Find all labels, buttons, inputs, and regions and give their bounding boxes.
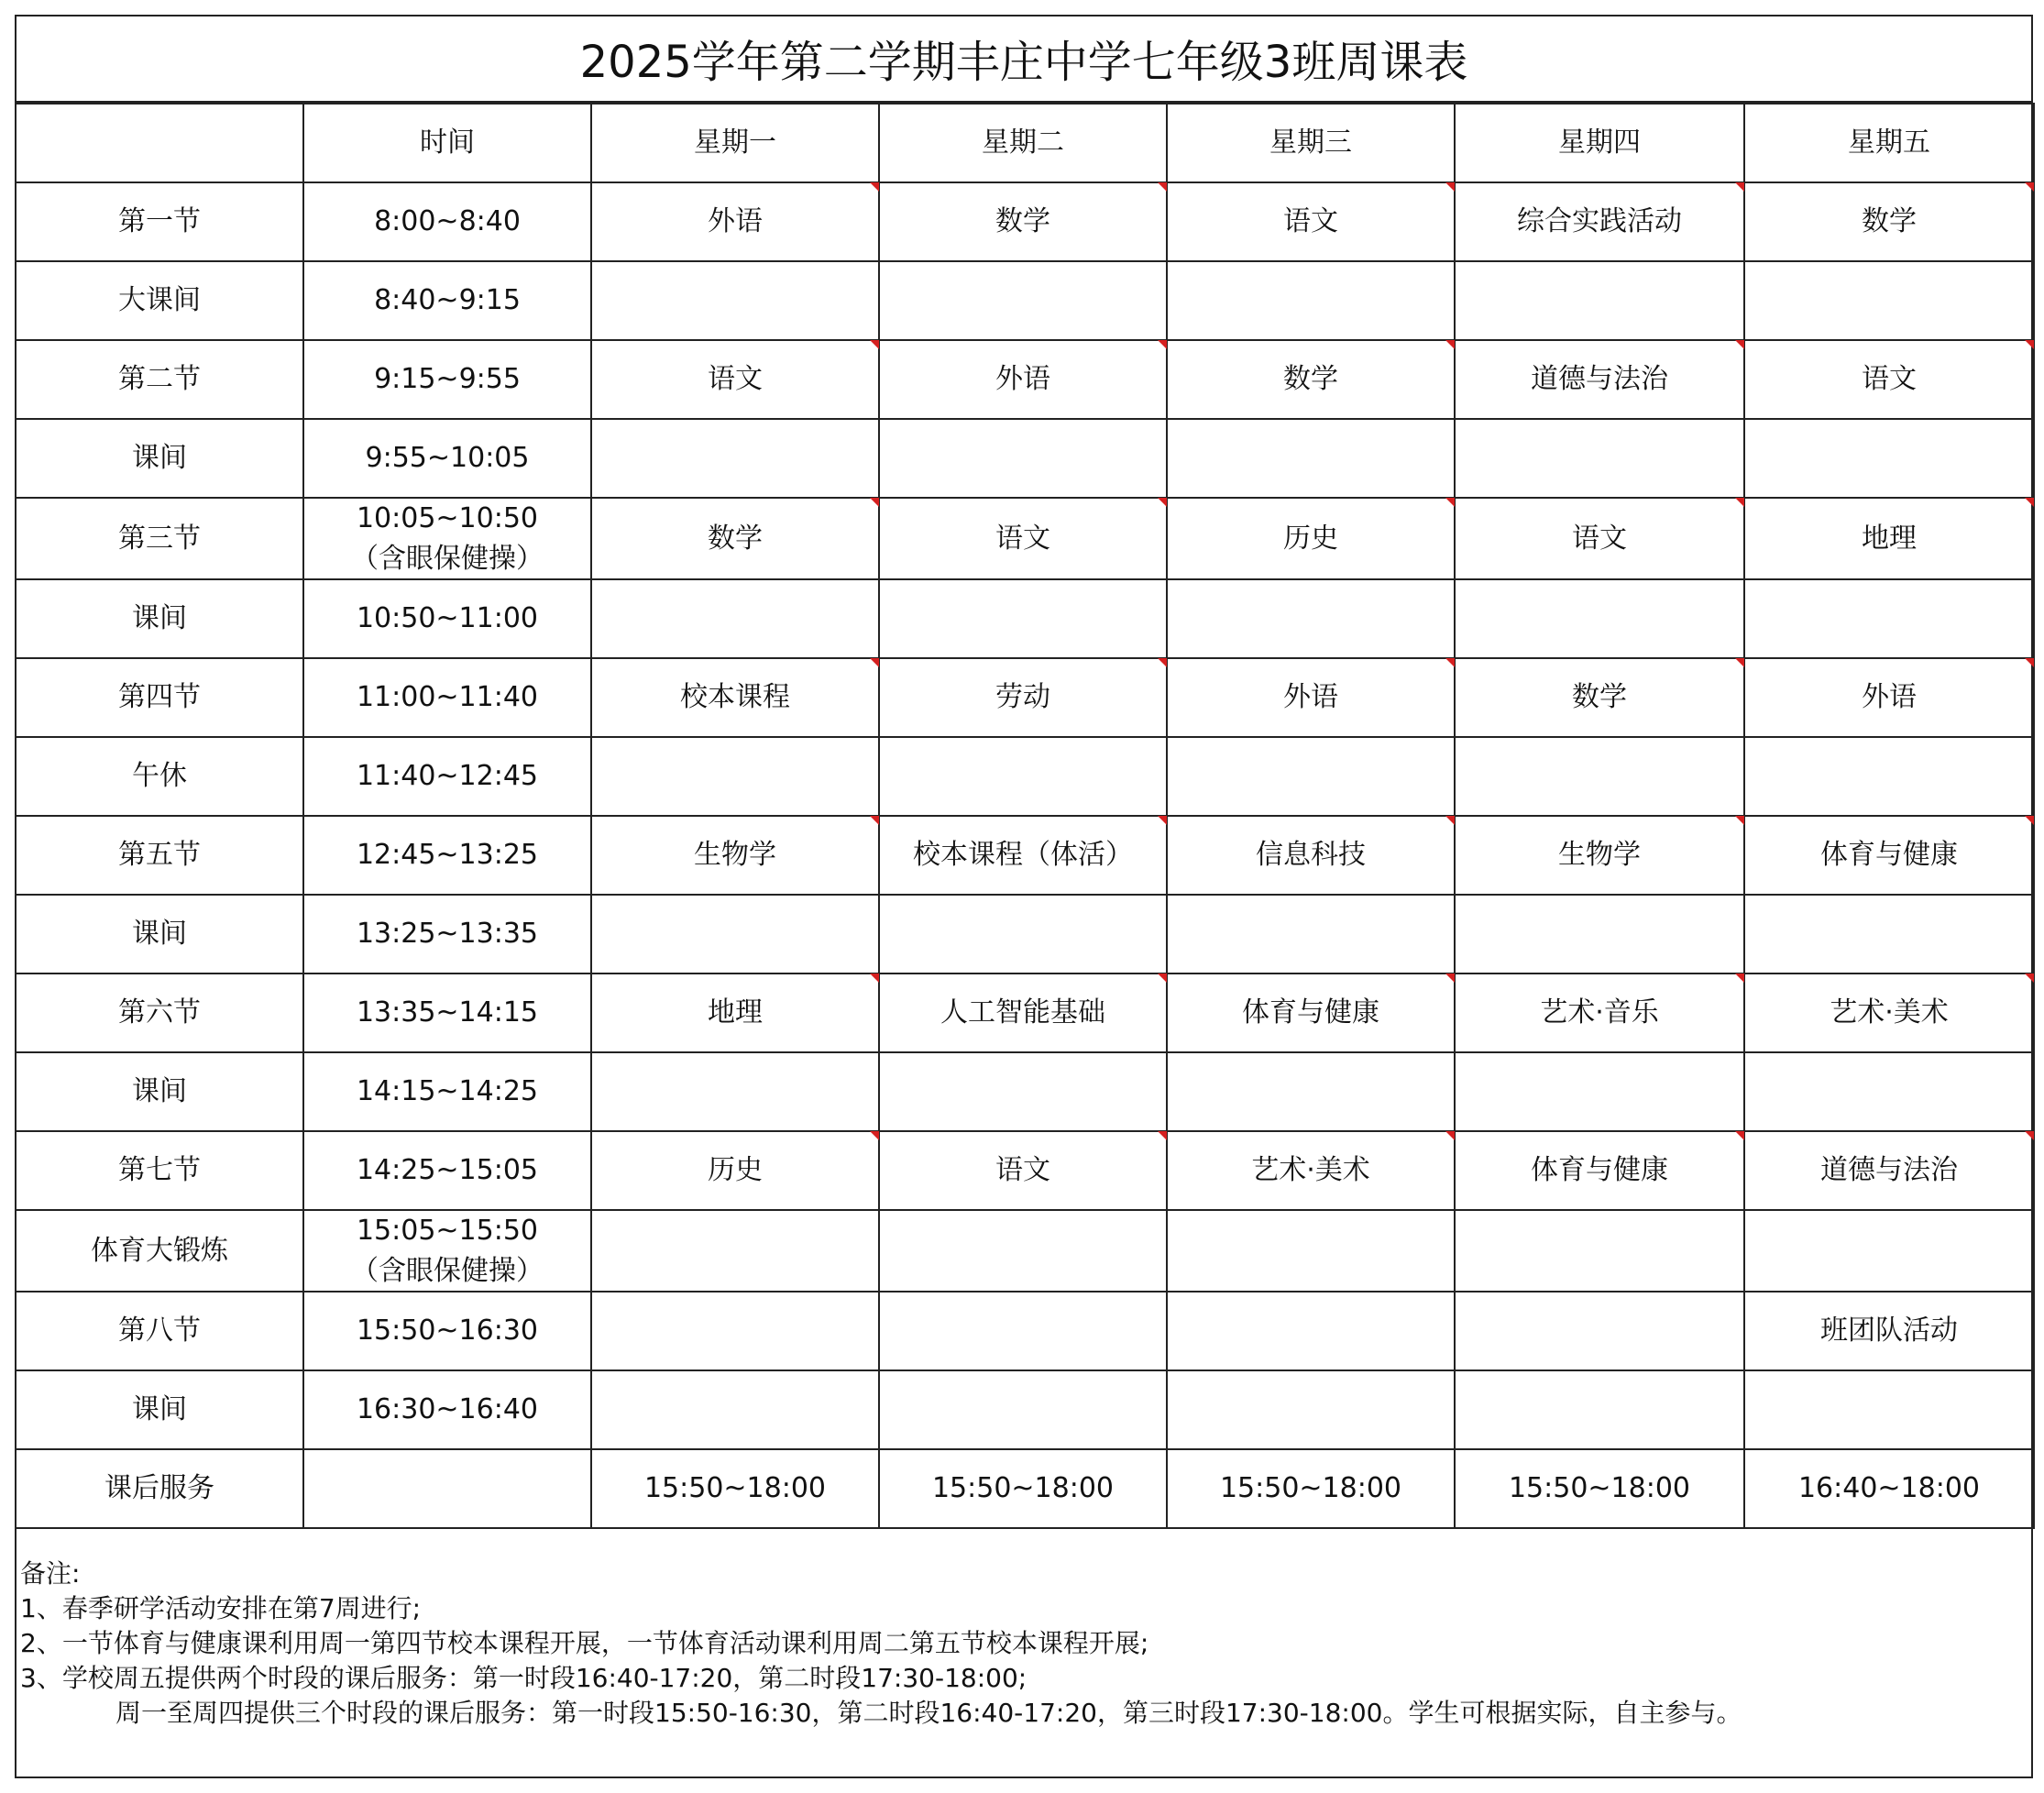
subject-cell[interactable] [591,737,879,816]
subject-cell[interactable]: 数学 [1455,658,1744,737]
subject-cell[interactable]: 人工智能基础 [879,974,1167,1052]
subject-cell[interactable] [1744,1210,2034,1292]
subject-cell[interactable]: 15:50~18:00 [879,1449,1167,1528]
subject-cell[interactable] [1455,1052,1744,1131]
subject-cell[interactable]: 历史 [1167,498,1455,579]
subject-cell[interactable] [879,1210,1167,1292]
period-row [16,261,2034,340]
subject-cell[interactable]: 劳动 [879,658,1167,737]
subject-cell[interactable] [1455,895,1744,974]
period-name: 课间 [16,579,303,658]
period-name: 第七节 [16,1131,303,1210]
subject-cell[interactable]: 艺术·美术 [1167,1131,1455,1210]
header-day: 星期三 [1167,104,1455,182]
subject-cell[interactable]: 数学 [591,498,879,579]
period-time-line: 11:40~12:45 [356,760,539,793]
note-line: 周一至周四提供三个时段的课后服务：第一时段15:50-16:30，第二时段16:40-17:20，第三时段17:30-18:00。学生可根据实际，自主参与。 [115,1698,1742,1728]
subject-cell[interactable]: 艺术·美术 [1744,974,2034,1052]
period-name: 第六节 [16,974,303,1052]
notes [20,1556,2018,1731]
subject-cell[interactable]: 数学 [1167,340,1455,419]
note-line: 3、学校周五提供两个时段的课后服务：第一时段16:40-17:20，第二时段17:30-18:00; [20,1663,1027,1693]
subject-cell[interactable] [879,261,1167,340]
subject-cell[interactable] [1744,419,2034,498]
subject-cell[interactable] [1744,261,2034,340]
timetable [15,103,2035,1529]
period-row [16,1052,2034,1131]
subject-cell[interactable]: 15:50~18:00 [1455,1449,1744,1528]
subject-cell[interactable] [1455,579,1744,658]
subject-cell[interactable] [1167,579,1455,658]
period-name: 第三节 [16,498,303,579]
period-time [303,579,591,658]
subject-cell[interactable] [1455,419,1744,498]
subject-cell[interactable] [1167,419,1455,498]
subject-cell[interactable] [879,895,1167,974]
header-day: 星期一 [591,104,879,182]
period-name: 午休 [16,737,303,816]
subject-cell[interactable]: 地理 [1744,498,2034,579]
subject-cell[interactable] [1167,1210,1455,1292]
subject-cell[interactable] [879,1052,1167,1131]
period-row [16,895,2034,974]
note-line: 2、一节体育与健康课利用周一第四节校本课程开展，一节体育活动课利用周二第五节校本课程开展; [20,1628,1149,1658]
period-name: 第八节 [16,1292,303,1370]
period-time [303,737,591,816]
subject-cell[interactable] [591,579,879,658]
header-time: 时间 [303,104,591,182]
period-name: 第四节 [16,658,303,737]
subject-cell[interactable]: 语文 [879,1131,1167,1210]
subject-cell[interactable] [591,1370,879,1449]
header-day: 星期五 [1744,104,2034,182]
period-time-line: （含眼保健操） [351,1254,544,1287]
period-time [303,658,591,737]
period-time-line: 16:30~16:40 [356,1393,539,1426]
period-time-line: 11:00~11:40 [356,681,539,714]
period-time-line: 14:15~14:25 [356,1075,539,1108]
subject-cell[interactable]: 15:50~18:00 [591,1449,879,1528]
subject-cell[interactable]: 语文 [879,498,1167,579]
period-name: 课间 [16,895,303,974]
period-name: 课间 [16,419,303,498]
subject-cell[interactable]: 班团队活动 [1744,1292,2034,1370]
period-row [16,1449,2034,1528]
period-row [16,498,2034,579]
subject-cell[interactable] [879,1370,1167,1449]
subject-cell[interactable] [1167,895,1455,974]
subject-cell[interactable]: 外语 [591,182,879,261]
subject-cell[interactable] [1455,737,1744,816]
period-name: 课间 [16,1370,303,1449]
subject-cell[interactable] [591,1210,879,1292]
subject-cell[interactable] [879,579,1167,658]
period-time [303,1131,591,1210]
subject-cell[interactable] [1167,261,1455,340]
period-time-line: （含眼保健操） [351,542,544,575]
period-time-line: 8:40~9:15 [374,284,521,317]
subject-cell[interactable]: 综合实践活动 [1455,182,1744,261]
period-time [303,816,591,895]
page-title: 2025学年第二学期丰庄中学七年级3班周课表 [15,15,2033,103]
period-time-line: 15:50~16:30 [356,1314,539,1348]
period-row [16,658,2034,737]
period-name: 第五节 [16,816,303,895]
subject-cell[interactable] [591,1292,879,1370]
subject-cell[interactable]: 历史 [591,1131,879,1210]
subject-cell[interactable]: 生物学 [591,816,879,895]
period-time-line: 12:45~13:25 [356,839,539,872]
period-time [303,498,591,579]
period-row [16,737,2034,816]
notes-heading: 备注: [20,1558,81,1589]
subject-cell[interactable]: 地理 [591,974,879,1052]
period-time-line: 13:35~14:15 [356,996,539,1029]
period-name: 第二节 [16,340,303,419]
subject-cell[interactable]: 校本课程 [591,658,879,737]
period-time [303,1370,591,1449]
period-time [303,1292,591,1370]
header-day: 星期二 [879,104,1167,182]
period-time-line: 8:00~8:40 [374,205,521,238]
subject-cell[interactable] [591,419,879,498]
subject-cell[interactable]: 艺术·音乐 [1455,974,1744,1052]
period-time-line: 9:15~9:55 [374,363,521,396]
subject-cell[interactable] [591,261,879,340]
header-row [16,104,2034,182]
period-row [16,1292,2034,1370]
subject-cell[interactable] [591,895,879,974]
period-name: 体育大锻炼 [16,1210,303,1292]
period-time-line: 10:05~10:50 [356,502,539,534]
subject-cell[interactable]: 体育与健康 [1167,974,1455,1052]
period-row [16,1131,2034,1210]
period-name: 课后服务 [16,1449,303,1528]
header-day: 星期四 [1455,104,1744,182]
subject-cell[interactable] [1455,1210,1744,1292]
period-time-line: 14:25~15:05 [356,1154,539,1187]
subject-cell[interactable]: 体育与健康 [1455,1131,1744,1210]
subject-cell[interactable]: 语文 [1167,182,1455,261]
subject-cell[interactable] [1167,1370,1455,1449]
subject-cell[interactable] [1455,1292,1744,1370]
period-row [16,419,2034,498]
period-time [303,974,591,1052]
period-row [16,579,2034,658]
period-row [16,1370,2034,1449]
subject-cell[interactable]: 外语 [879,340,1167,419]
subject-cell[interactable]: 生物学 [1455,816,1744,895]
subject-cell[interactable] [1167,737,1455,816]
subject-cell[interactable]: 语文 [591,340,879,419]
subject-cell[interactable] [1744,1052,2034,1131]
subject-cell[interactable]: 外语 [1744,658,2034,737]
period-time-line: 9:55~10:05 [365,442,530,475]
period-name: 课间 [16,1052,303,1131]
period-time [303,340,591,419]
subject-cell[interactable]: 语文 [1744,340,2034,419]
period-time [303,182,591,261]
period-row [16,1210,2034,1292]
subject-cell[interactable]: 道德与法治 [1744,1131,2034,1210]
period-time [303,1210,591,1292]
subject-cell[interactable]: 信息科技 [1167,816,1455,895]
period-time [303,261,591,340]
period-name: 第一节 [16,182,303,261]
period-time [303,1052,591,1131]
subject-cell[interactable]: 外语 [1167,658,1455,737]
period-time [303,419,591,498]
period-row [16,182,2034,261]
subject-cell[interactable]: 数学 [1744,182,2034,261]
subject-cell[interactable] [591,1052,879,1131]
subject-cell[interactable]: 语文 [1455,498,1744,579]
period-time-line: 13:25~13:35 [356,918,539,951]
subject-cell[interactable]: 16:40~18:00 [1744,1449,2034,1528]
period-row [16,816,2034,895]
subject-cell[interactable] [879,1292,1167,1370]
subject-cell[interactable] [1455,261,1744,340]
subject-cell[interactable] [1744,579,2034,658]
period-row [16,974,2034,1052]
subject-cell[interactable]: 道德与法治 [1455,340,1744,419]
header-corner-cell [16,104,303,182]
subject-cell[interactable] [1744,737,2034,816]
subject-cell[interactable] [1455,1370,1744,1449]
subject-cell[interactable]: 体育与健康 [1744,816,2034,895]
subject-cell[interactable]: 15:50~18:00 [1167,1449,1455,1528]
subject-cell[interactable] [879,419,1167,498]
period-time [303,895,591,974]
subject-cell[interactable] [1744,895,2034,974]
period-time [303,1449,591,1528]
subject-cell[interactable]: 校本课程（体活） [879,816,1167,895]
note-line: 1、春季研学活动安排在第7周进行; [20,1593,422,1623]
subject-cell[interactable]: 数学 [879,182,1167,261]
period-name: 大课间 [16,261,303,340]
subject-cell[interactable] [879,737,1167,816]
subject-cell[interactable] [1167,1292,1455,1370]
period-time-line: 10:50~11:00 [356,602,539,635]
subject-cell[interactable] [1167,1052,1455,1131]
subject-cell[interactable] [1744,1370,2034,1449]
period-row [16,340,2034,419]
period-time-line: 15:05~15:50 [356,1215,539,1247]
